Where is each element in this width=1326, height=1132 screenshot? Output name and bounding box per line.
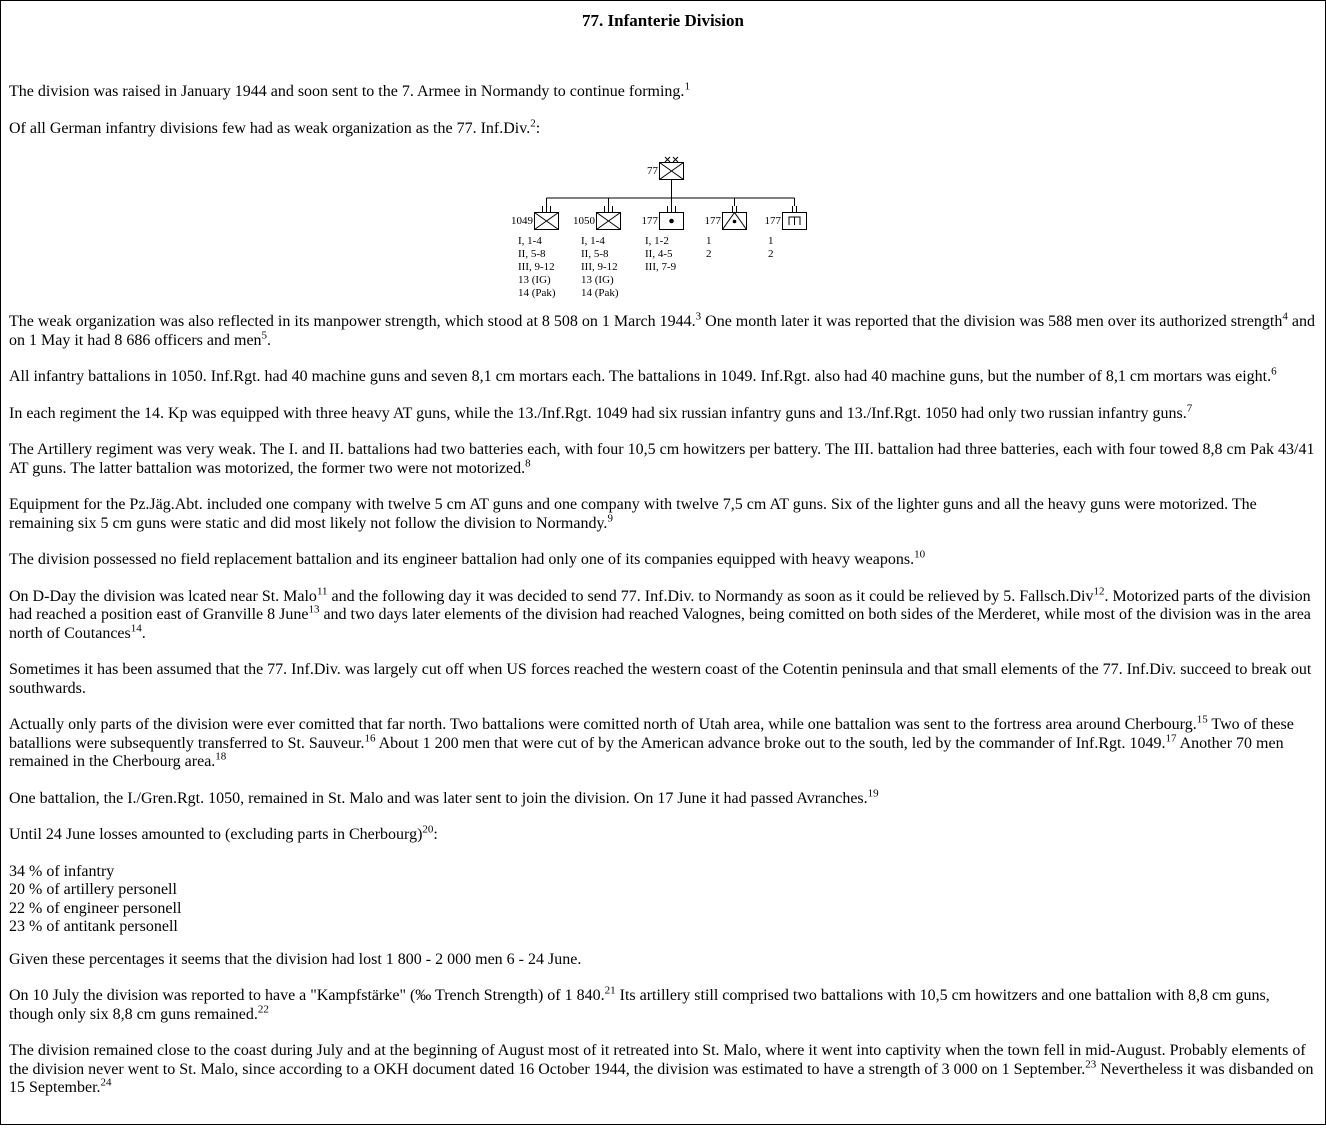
footnote-ref: 4: [1282, 310, 1288, 323]
footnote-ref: 12: [1093, 585, 1105, 598]
footnote-ref: 16: [364, 732, 376, 745]
list-line: 13 (IG): [518, 274, 551, 286]
footnote-ref: 19: [867, 787, 879, 800]
paragraph: Until 24 June losses amounted to (excluding parts in Cherbourg)$^{20}$:: [9, 823, 438, 843]
footnote-ref: 10: [914, 548, 926, 561]
footnote-ref: 7: [1186, 402, 1193, 415]
list-line: I, 1-2: [645, 235, 669, 247]
footnote-ref: 14: [130, 622, 142, 635]
footnote-ref: 5: [261, 329, 268, 342]
org-unit-label: 177: [704, 215, 721, 227]
paragraph: On D-Day the division was lcated near St. Malo$^{11}$ and the following day it was decided to send 77. Inf.Div. to Normandy as soon as it could be relieved by 5. Fallsch.Div$^{12}$. Motorized parts of the division had reached a position east of Granville 8 June$^{13}$ and two days later elements of the division had reached Valognes, being comitted on both sides of the Merderet, while most of the division was in the area north of Coutances$^{14}$.: [9, 585, 1311, 642]
list-line: III, 9-12: [518, 261, 555, 273]
footnote-ref: 24: [100, 1076, 112, 1089]
footnote-ref: 17: [1165, 732, 1177, 745]
org-unit-label: 77: [647, 165, 658, 177]
org-unit-label: 177: [764, 215, 781, 227]
infantry-regiment-symbol-icon: [596, 206, 621, 230]
list-line: 23 % of antitank personell: [9, 918, 178, 935]
anti-tank-battalion-symbol-icon: [722, 206, 747, 230]
org-chart: [9, 156, 1317, 300]
footnote-ref: 18: [215, 750, 227, 763]
paragraph: Actually only parts of the division were ever comitted that far north. Two battalions were comitted north of Utah area, while one battalion was sent to the fortress area around Cherbourg.$^{15}$ Two of these batallions were subsequently transferred to St. Sauveur.$^{16}$ About 1 200 men that were cut of by the American advance broke out to the south, led by the commander of Inf.Rgt. 1049.17 Another 70 men remained in the Cherbourg area.$^{18}$: [9, 713, 1294, 770]
paragraph: One battalion, the I./Gren.Rgt. 1050, remained in St. Malo and was later sent to join the division. On 17 June it had passed Avranches.$^{19}$: [9, 787, 879, 807]
org-unit-elements: [706, 235, 712, 261]
footnote-ref: 11: [316, 585, 328, 598]
org-unit-elements: [581, 235, 619, 300]
paragraph: The division possessed no field replacement battalion and its engineer battalion had only one of its companies equipped with heavy weapons.$^{10}$: [9, 548, 926, 568]
paragraph: The weak organization was also reflected in its manpower strength, which stood at 8 508 on 1 March 1944.$^3$ One month later it was reported that the division was 588 men over its authorized strength$^4$ and on 1 May it had 8 686 officers and men$^5$.: [9, 310, 1315, 349]
list-line: 2: [706, 248, 712, 260]
list-line: III, 9-12: [581, 261, 618, 273]
footnote-ref: 20: [422, 823, 434, 836]
infantry-division-symbol-icon: [659, 156, 684, 180]
paragraph: The Artillery regiment was very weak. The I. and II. battalions had two batteries each, with four 10,5 cm howitzers per battery. The III. battalion had three batteries, each with four towed 8,8 cm Pak 43/41 AT guns. The latter battalion was motorized, the former two were not motorized.$^8$: [9, 441, 1315, 477]
page-title: 77. Infanterie Division: [582, 11, 744, 30]
footnote-ref: 2: [530, 117, 536, 130]
list-line: II, 5-8: [581, 248, 609, 260]
list-line: 13 (IG): [581, 274, 614, 286]
list-line: I, 1-4: [518, 235, 542, 247]
footnote-ref: 22: [257, 1003, 269, 1016]
footnote-ref: 13: [308, 603, 320, 616]
artillery-regiment-symbol-icon: [659, 206, 684, 230]
org-unit-elements: [768, 235, 774, 261]
paragraph: The division was raised in January 1944 and soon sent to the 7. Armee in Normandy to continue forming.$^1$: [9, 80, 690, 100]
paragraph: All infantry battalions in 1050. Inf.Rgt. had 40 machine guns and seven 8,1 cm mortars each. The battalions in 1049. Inf.Rgt. also had 40 machine guns, but the number of 8,1 cm mortars was eight.$^6$: [9, 365, 1277, 385]
loss-percentages-list: [9, 863, 1317, 937]
paragraph: In each regiment the 14. Kp was equipped with three heavy AT guns, while the 13./Inf.Rgt. 1049 had six russian infantry guns and 13./Inf.Rgt. 1050 had only two russian infantry guns.$^7$: [9, 402, 1193, 422]
org-unit-elements: [518, 235, 556, 300]
footnote-ref: 1: [684, 80, 690, 93]
paragraph: Sometimes it has been assumed that the 77. Inf.Div. was largely cut off when US forces reached the western coast of the Cotentin peninsula and that small elements of the 77. Inf.Div. succeed to break out southwards.: [9, 661, 1312, 697]
footnote-ref: 15: [1196, 713, 1208, 726]
list-line: I, 1-4: [581, 235, 605, 247]
list-line: II, 5-8: [518, 248, 546, 260]
paragraph: The division remained close to the coast during July and at the beginning of August most of it retreated into St. Malo, where it went into captivity when the town fell in mid-August. Probably elements of the division never went to St. Malo, since according to a OKH document dated 16 October 1944, the division was estimated to have a strength of 3 000 on 1 September.$^{23}$ Nevertheless it was disbanded on 15 September.$^{24}$: [9, 1042, 1314, 1096]
infantry-regiment-symbol-icon: [534, 206, 559, 230]
list-line: 20 % of artillery personell: [9, 881, 177, 898]
paragraph: Given these percentages it seems that the division had lost 1 800 - 2 000 men 6 - 24 June.: [9, 950, 582, 968]
paragraph: Equipment for the Pz.Jäg.Abt. included one company with twelve 5 cm AT guns and one company with twelve 7,5 cm AT guns. Six of the lighter guns and all the heavy guns were motorized. The remaining six 5 cm guns were static and did most likely not follow the division to Normandy.$^9$: [9, 496, 1257, 532]
list-line: 34 % of infantry: [9, 862, 115, 880]
org-unit-elements: [645, 235, 676, 274]
list-line: 1: [706, 235, 712, 247]
footnote-ref: 21: [604, 984, 616, 997]
list-line: 14 (Pak): [581, 287, 619, 299]
paragraph: On 10 July the division was reported to have a "Kampfstärke" (‰ Trench Strength) of 1 840.21 Its artillery still comprised two battalions with 10,5 cm howitzers and one battalion with 8,8 cm guns, though only six 8,8 cm guns remained.$^{22}$: [9, 984, 1270, 1023]
engineer-battalion-symbol-icon: [782, 206, 807, 230]
list-line: II, 4-5: [645, 248, 673, 260]
footnote-ref: 23: [1085, 1058, 1097, 1071]
list-line: 2: [768, 248, 774, 260]
list-line: 1: [768, 235, 774, 247]
footnote-ref: 3: [695, 310, 702, 323]
list-line: 14 (Pak): [518, 287, 556, 299]
footnote-ref: 9: [607, 512, 613, 525]
footnote-ref: 6: [1271, 365, 1277, 378]
list-line: 22 % of engineer personell: [9, 899, 182, 917]
org-unit-label: 177: [641, 215, 658, 227]
org-unit-label: 1049: [511, 215, 533, 227]
footnote-ref: 8: [525, 457, 531, 470]
paragraph: Of all German infantry divisions few had as weak organization as the 77. Inf.Div.$^2$:: [9, 117, 541, 137]
list-line: III, 7-9: [645, 261, 677, 273]
org-unit-label: 1050: [573, 215, 595, 227]
